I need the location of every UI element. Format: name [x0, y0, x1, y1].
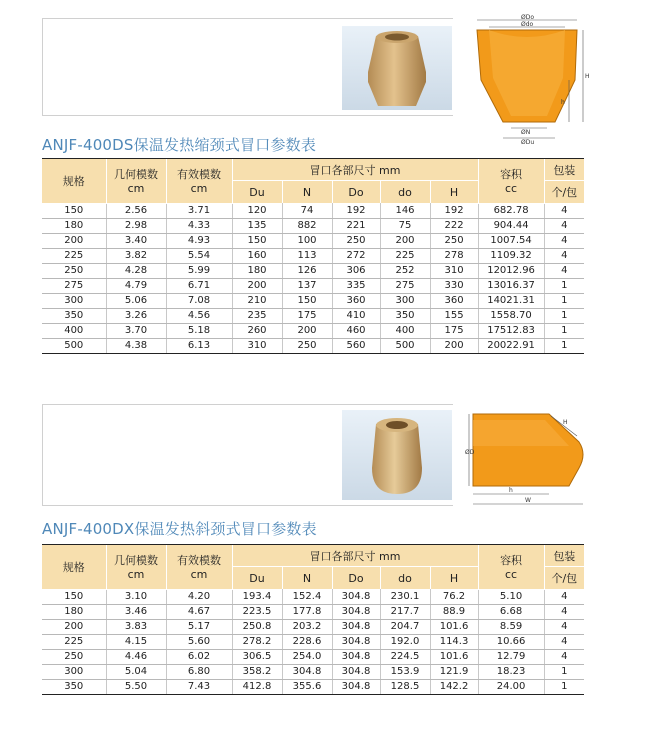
table-cell: 230.1 [380, 589, 430, 604]
table-cell: 400 [380, 323, 430, 338]
col-header-pack-unit: 个/包 [544, 181, 584, 204]
table-cell: 128.5 [380, 679, 430, 694]
table-cell: 2.98 [106, 218, 166, 233]
table-cell: 235 [232, 308, 282, 323]
table-cell: 4.67 [166, 604, 232, 619]
col-header-do-outer: Do [332, 181, 380, 204]
table-cell: 6.80 [166, 664, 232, 679]
table-row [42, 589, 584, 604]
col-header-h-dx: H [430, 567, 478, 590]
table-cell: 4.56 [166, 308, 232, 323]
col-header-n: N [282, 181, 332, 204]
table-row [42, 218, 584, 233]
table-cell: 101.6 [430, 619, 478, 634]
eff-modulus-unit-dx: cm [190, 568, 208, 582]
table-cell: 193.4 [232, 589, 282, 604]
sleeve-photo-ds [342, 26, 452, 110]
table-cell: 135 [232, 218, 282, 233]
col-header-n-dx: N [282, 567, 332, 590]
table-cell: 200 [430, 338, 478, 353]
table-cell: 3.40 [106, 233, 166, 248]
table-cell: 24.00 [478, 679, 544, 694]
table-cell: 4.79 [106, 278, 166, 293]
table-cell: 3.26 [106, 308, 166, 323]
table-cell: 228.6 [282, 634, 332, 649]
sleeve-photo-dx [342, 410, 452, 500]
diagram-label-h2: h [509, 487, 513, 494]
table-cell: 210 [232, 293, 282, 308]
table-cell: 180 [42, 218, 106, 233]
geo-modulus-unit-dx: cm [127, 568, 145, 582]
table-cell: 4 [544, 619, 584, 634]
table-cell: 177.8 [282, 604, 332, 619]
table-cell: 8.59 [478, 619, 544, 634]
table-cell: 882 [282, 218, 332, 233]
table-cell: 4.46 [106, 649, 166, 664]
table-row [42, 664, 584, 679]
table-cell: 304.8 [332, 604, 380, 619]
table-cell: 355.6 [282, 679, 332, 694]
table-cell: 275 [380, 278, 430, 293]
table-cell: 300 [42, 664, 106, 679]
table-cell: 200 [42, 619, 106, 634]
table-cell: 300 [42, 293, 106, 308]
table-cell: 6.13 [166, 338, 232, 353]
table-cell: 358.2 [232, 664, 282, 679]
table-cell: 10.66 [478, 634, 544, 649]
table-cell: 3.71 [166, 203, 232, 218]
table-cell: 360 [430, 293, 478, 308]
table-cell: 4 [544, 263, 584, 278]
product-photo-ds [342, 26, 452, 110]
table-cell: 5.54 [166, 248, 232, 263]
table-cell: 7.43 [166, 679, 232, 694]
table-cell: 204.7 [380, 619, 430, 634]
table-cell: 304.8 [332, 649, 380, 664]
diagram-ds-neck-riser [465, 10, 645, 146]
table-cell: 682.78 [478, 203, 544, 218]
table-cell: 74 [282, 203, 332, 218]
table-cell: 121.9 [430, 664, 478, 679]
diagram-label-H: H [585, 73, 590, 80]
diagram-label-Do: ØDo [521, 14, 535, 21]
spec-table-dx-body [42, 589, 584, 694]
table-cell: 310 [430, 263, 478, 278]
table-row [42, 233, 584, 248]
table-cell: 250 [42, 263, 106, 278]
table-cell: 146 [380, 203, 430, 218]
table-cell: 76.2 [430, 589, 478, 604]
table-cell: 153.9 [380, 664, 430, 679]
table-cell: 1109.32 [478, 248, 544, 263]
col-header-do-inner-dx: do [380, 567, 430, 590]
diagram-label-do: Ødo [521, 21, 534, 28]
table-cell: 18.23 [478, 664, 544, 679]
table-cell: 5.04 [106, 664, 166, 679]
table-cell: 100 [282, 233, 332, 248]
table-cell: 192 [332, 203, 380, 218]
col-header-spec-dx: 规格 [42, 545, 106, 590]
table-cell: 252 [380, 263, 430, 278]
table-cell: 142.2 [430, 679, 478, 694]
table-cell: 114.3 [430, 634, 478, 649]
table-cell: 1007.54 [478, 233, 544, 248]
table-cell: 4.28 [106, 263, 166, 278]
table-cell: 5.50 [106, 679, 166, 694]
col-header-geo-modulus [106, 159, 166, 204]
geo-modulus-label: 几何模数 [114, 168, 158, 182]
diagram-label-W: W [525, 497, 531, 504]
table-cell: 278.2 [232, 634, 282, 649]
table-cell: 3.10 [106, 589, 166, 604]
table-cell: 4 [544, 248, 584, 263]
table-cell: 150 [282, 293, 332, 308]
eff-modulus-label: 有效模数 [177, 168, 221, 182]
spec-table-ds [42, 158, 584, 354]
table-cell: 304.8 [282, 664, 332, 679]
table-cell: 5.99 [166, 263, 232, 278]
col-header-du: Du [232, 181, 282, 204]
table-cell: 14021.31 [478, 293, 544, 308]
col-header-geo-modulus-dx [106, 545, 166, 590]
col-header-volume-dx [478, 545, 544, 590]
table-cell: 304.8 [332, 634, 380, 649]
table-cell: 272 [332, 248, 380, 263]
table-cell: 224.5 [380, 649, 430, 664]
table-cell: 203.2 [282, 619, 332, 634]
table-cell: 1 [544, 338, 584, 353]
table-cell: 306.5 [232, 649, 282, 664]
table-cell: 460 [332, 323, 380, 338]
table-row [42, 604, 584, 619]
table-cell: 5.10 [478, 589, 544, 604]
diagram-label-H2: H [563, 419, 568, 426]
table-cell: 2.56 [106, 203, 166, 218]
table-cell: 412.8 [232, 679, 282, 694]
table-cell: 4.15 [106, 634, 166, 649]
table-cell: 88.9 [430, 604, 478, 619]
table-cell: 75 [380, 218, 430, 233]
diagram-label-D: ØD [465, 449, 475, 456]
col-header-pack-dx: 包装 [544, 545, 584, 567]
table-cell: 150 [42, 203, 106, 218]
table-cell: 300 [380, 293, 430, 308]
table-cell: 150 [42, 589, 106, 604]
table-cell: 4 [544, 649, 584, 664]
col-header-dims-group: 冒口各部尺寸 mm [232, 159, 478, 181]
table-cell: 304.8 [332, 619, 380, 634]
table-cell: 4 [544, 589, 584, 604]
table-cell: 12.79 [478, 649, 544, 664]
table-row [42, 634, 584, 649]
table-row [42, 308, 584, 323]
table-cell: 221 [332, 218, 380, 233]
table-cell: 152.4 [282, 589, 332, 604]
table-row [42, 263, 584, 278]
table-cell: 3.46 [106, 604, 166, 619]
table-cell: 278 [430, 248, 478, 263]
table-cell: 5.17 [166, 619, 232, 634]
volume-unit-dx: cc [505, 568, 518, 582]
table-cell: 350 [380, 308, 430, 323]
table-cell: 200 [42, 233, 106, 248]
table-cell: 126 [282, 263, 332, 278]
table-cell: 4 [544, 233, 584, 248]
table-cell: 192 [430, 203, 478, 218]
table-cell: 250 [282, 338, 332, 353]
table-cell: 560 [332, 338, 380, 353]
table-cell: 330 [430, 278, 478, 293]
volume-label-dx: 容积 [500, 554, 523, 568]
table-row [42, 203, 584, 218]
table-cell: 4 [544, 634, 584, 649]
table-cell: 304.8 [332, 589, 380, 604]
table-cell: 1 [544, 664, 584, 679]
col-header-volume [478, 159, 544, 204]
table-cell: 1 [544, 308, 584, 323]
table-cell: 200 [282, 323, 332, 338]
spec-table-ds-body [42, 203, 584, 353]
table-cell: 223.5 [232, 604, 282, 619]
table-cell: 500 [380, 338, 430, 353]
table-cell: 175 [430, 323, 478, 338]
diagram-label-N: ØN [521, 129, 531, 136]
table-cell: 12012.96 [478, 263, 544, 278]
table-cell: 250 [42, 649, 106, 664]
table-cell: 20022.91 [478, 338, 544, 353]
table-cell: 1 [544, 323, 584, 338]
table-cell: 4 [544, 218, 584, 233]
table-cell: 225 [42, 634, 106, 649]
table-cell: 275 [42, 278, 106, 293]
col-header-h: H [430, 181, 478, 204]
table-cell: 1 [544, 293, 584, 308]
geo-modulus-unit: cm [127, 182, 145, 196]
table-cell: 217.7 [380, 604, 430, 619]
table-cell: 4.20 [166, 589, 232, 604]
table-cell: 17512.83 [478, 323, 544, 338]
table-cell: 304.8 [332, 664, 380, 679]
table-cell: 1558.70 [478, 308, 544, 323]
table-cell: 175 [282, 308, 332, 323]
table-cell: 410 [332, 308, 380, 323]
table-cell: 225 [42, 248, 106, 263]
table-row [42, 338, 584, 353]
product-photo-dx [342, 410, 452, 500]
table-cell: 150 [232, 233, 282, 248]
table-cell: 180 [42, 604, 106, 619]
table-cell: 6.68 [478, 604, 544, 619]
col-header-eff-modulus-dx [166, 545, 232, 590]
table-cell: 200 [232, 278, 282, 293]
table-cell: 904.44 [478, 218, 544, 233]
table-cell: 350 [42, 679, 106, 694]
table-cell: 254.0 [282, 649, 332, 664]
eff-modulus-label-dx: 有效模数 [177, 554, 221, 568]
table-cell: 250.8 [232, 619, 282, 634]
table-cell: 4.93 [166, 233, 232, 248]
table-row [42, 679, 584, 694]
table-cell: 260 [232, 323, 282, 338]
table-cell: 6.71 [166, 278, 232, 293]
table-row [42, 293, 584, 308]
volume-label: 容积 [500, 168, 523, 182]
section-title-ds: ANJF-400DS保温发热缩颈式冒口参数表 [42, 136, 317, 154]
table-cell: 360 [332, 293, 380, 308]
table-cell: 5.06 [106, 293, 166, 308]
table-cell: 4.33 [166, 218, 232, 233]
table-cell: 13016.37 [478, 278, 544, 293]
table-cell: 4 [544, 604, 584, 619]
section-title-dx: ANJF-400DX保温发热斜颈式冒口参数表 [42, 520, 317, 538]
col-header-du-dx: Du [232, 567, 282, 590]
table-cell: 101.6 [430, 649, 478, 664]
table-cell: 180 [232, 263, 282, 278]
table-cell: 113 [282, 248, 332, 263]
table-cell: 3.70 [106, 323, 166, 338]
table-cell: 250 [430, 233, 478, 248]
table-cell: 7.08 [166, 293, 232, 308]
table-cell: 3.83 [106, 619, 166, 634]
table-cell: 6.02 [166, 649, 232, 664]
table-cell: 335 [332, 278, 380, 293]
table-cell: 250 [332, 233, 380, 248]
geo-modulus-label-dx: 几何模数 [114, 554, 158, 568]
table-row [42, 619, 584, 634]
table-cell: 3.82 [106, 248, 166, 263]
table-row [42, 649, 584, 664]
table-cell: 155 [430, 308, 478, 323]
col-header-do-inner: do [380, 181, 430, 204]
table-cell: 306 [332, 263, 380, 278]
table-cell: 350 [42, 308, 106, 323]
table-cell: 304.8 [332, 679, 380, 694]
table-cell: 120 [232, 203, 282, 218]
table-cell: 160 [232, 248, 282, 263]
table-cell: 222 [430, 218, 478, 233]
col-header-eff-modulus [166, 159, 232, 204]
eff-modulus-unit: cm [190, 182, 208, 196]
col-header-spec: 规格 [42, 159, 106, 204]
table-cell: 400 [42, 323, 106, 338]
table-cell: 5.60 [166, 634, 232, 649]
diagram-label-Du: ØDu [521, 139, 535, 146]
diagram-label-h: h [561, 99, 565, 106]
col-header-pack-unit-dx: 个/包 [544, 567, 584, 590]
table-cell: 310 [232, 338, 282, 353]
col-header-dims-group-dx: 冒口各部尺寸 mm [232, 545, 478, 567]
table-cell: 500 [42, 338, 106, 353]
table-row [42, 323, 584, 338]
diagram-dx-inclined-neck-riser [465, 406, 595, 510]
table-cell: 4.38 [106, 338, 166, 353]
table-cell: 1 [544, 679, 584, 694]
table-cell: 5.18 [166, 323, 232, 338]
table-row [42, 278, 584, 293]
col-header-pack: 包装 [544, 159, 584, 181]
table-cell: 225 [380, 248, 430, 263]
volume-unit: cc [505, 182, 518, 196]
table-row [42, 248, 584, 263]
table-cell: 200 [380, 233, 430, 248]
table-cell: 192.0 [380, 634, 430, 649]
col-header-do-outer-dx: Do [332, 567, 380, 590]
table-cell: 4 [544, 203, 584, 218]
table-cell: 1 [544, 278, 584, 293]
spec-table-dx [42, 544, 584, 695]
table-cell: 137 [282, 278, 332, 293]
